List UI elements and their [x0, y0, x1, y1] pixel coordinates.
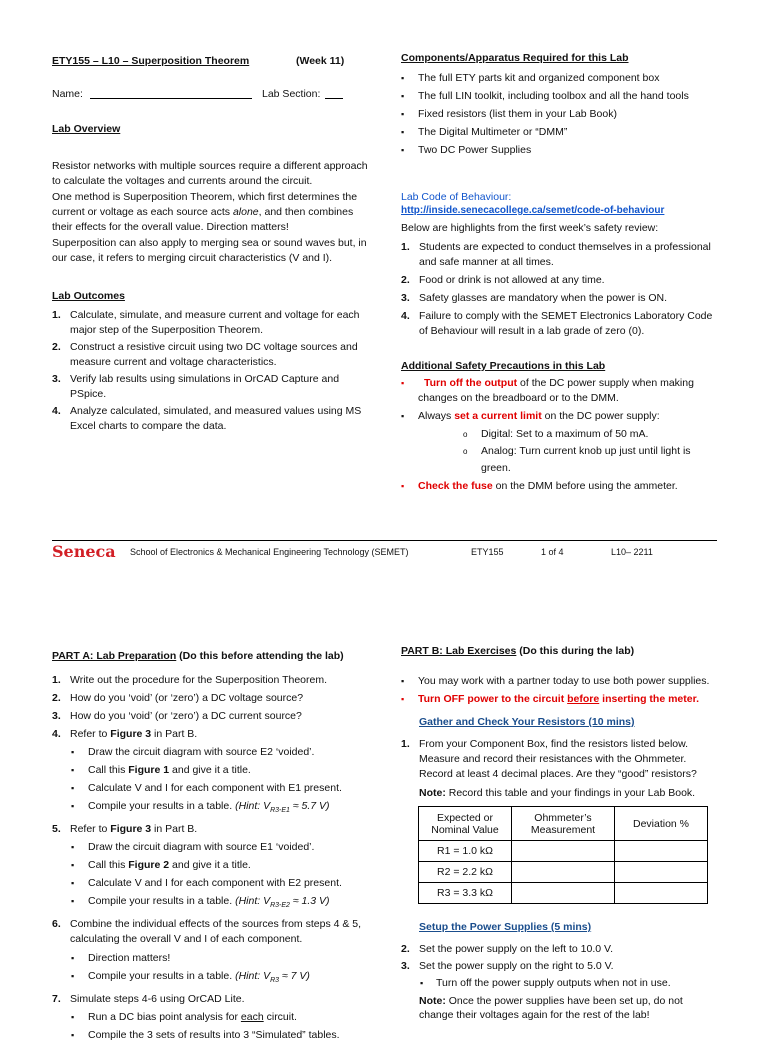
- list-item: ▪ Compile your results in a table. (Hint: $V_{R3-E2} \approx 1.3$ V): [71, 895, 330, 910]
- deviation-cell[interactable]: [615, 883, 708, 904]
- list-item: 4. Failure to comply with the SEMET Electronics Laboratory Code of Behaviour will result in a lab grade of zero (0).: [401, 310, 713, 337]
- gather-note: Note: Record this table and your findings in your Lab Book.: [419, 787, 696, 799]
- components-heading: Components/Apparatus Required for this Lab: [401, 52, 629, 64]
- list-item: 4. Refer to Figure 3 in Part B.: [52, 728, 198, 740]
- list-item: 1. Write out the procedure for the Superposition Theorem.: [52, 674, 328, 686]
- table-row: R3 = 3.3 kΩ: [419, 883, 708, 904]
- partA-heading: PART A: Lab Preparation (Do this before attending the lab): [52, 650, 344, 662]
- lab-week: (Week 11): [296, 55, 345, 67]
- list-item: 3. Safety glasses are mandatory when the power is ON.: [401, 292, 668, 304]
- code-intro: Below are highlights from the first week’s safety review:: [401, 222, 659, 234]
- list-item: ▪ The Digital Multimeter or “DMM”: [401, 126, 568, 138]
- deviation-cell[interactable]: [615, 862, 708, 883]
- overview-para-2: One method is Superposition Theorem, which first determines the current or voltage as each source acts alone, and then combines their effects for the overall value. Direction matters!: [52, 191, 358, 233]
- table-header: Deviation %: [615, 807, 708, 841]
- list-item: ▪ Run a DC bias point analysis for each circuit.: [71, 1011, 297, 1024]
- partB-bullets: [401, 672, 721, 708]
- list-item: ▪ Draw the circuit diagram with source E1 ‘voided’.: [71, 841, 315, 854]
- list-item: 3. Verify lab results using simulations in OrCAD Capture and PSpice.: [52, 373, 340, 400]
- footer-code: L10– 2211: [611, 547, 653, 557]
- footer-course: ETY155: [471, 547, 504, 557]
- table-header: Expected or Nominal Value: [419, 807, 512, 841]
- list-item: ▪ Call this Figure 2 and give it a title.: [71, 859, 251, 872]
- list-item: ▪ Compile your results in a table. (Hint: $V_{R3} \approx 7$ V): [71, 970, 310, 985]
- list-item: ▪ Call this Figure 1 and give it a title.: [71, 764, 251, 776]
- table-row: R2 = 2.2 kΩ: [419, 862, 708, 883]
- section-field-line[interactable]: [325, 98, 343, 99]
- lab-title: [52, 55, 249, 67]
- list-item: ▪ Check the fuse on the DMM before using the ammeter.: [401, 480, 678, 492]
- overview-para-3: Superposition can also apply to merging sea or sound waves but, in our case, it refers to merging circuit characteristics (V and I).: [52, 237, 367, 264]
- list-item: 4. Analyze calculated, simulated, and measured values using MS Excel charts to compare the data.: [52, 405, 362, 432]
- seneca-logo: Seneca: [52, 542, 116, 561]
- name-label: Name:: [52, 88, 83, 100]
- list-item: 2. Set the power supply on the left to 10.0 V.: [401, 943, 613, 955]
- list-item: o Analog: Turn current knob up just until light is green.: [463, 445, 691, 474]
- list-item: ▪ Fixed resistors (list them in your Lab Book): [401, 108, 617, 120]
- safety-list: [401, 376, 711, 494]
- list-item: ▪ Turn off the output of the DC power supply when making changes on the breadboard or to the DMM.: [401, 377, 694, 404]
- list-item: ▪ The full ETY parts kit and organized component box: [401, 72, 660, 84]
- list-item: ▪ Calculate V and I for each component with E2 present.: [71, 877, 342, 890]
- list-item: 6. Combine the individual effects of the sources from steps 4 & 5, calculating the overall V and I of each component.: [52, 918, 362, 946]
- list-item: 1. From your Component Box, find the resistors listed below. Measure and record their resistances with the Ohmmeter. Record at least 4 decimal places. Are they “good” resistors?: [401, 738, 697, 780]
- list-item: 3. Set the power supply on the right to 5.0 V.: [401, 960, 614, 972]
- list-item: ▪ The full LIN toolkit, including toolbox and all the hand tools: [401, 90, 689, 102]
- list-item: 7. Simulate steps 4-6 using OrCAD Lite.: [52, 993, 245, 1006]
- list-item: ▪ Calculate V and I for each component with E1 present.: [71, 782, 342, 794]
- list-item: ▪ Turn off the power supply outputs when not in use.: [420, 977, 671, 989]
- list-item: ▪ Compile the 3 sets of results into 3 “Simulated” tables.: [71, 1029, 340, 1042]
- table-row: R1 = 1.0 kΩ: [419, 841, 708, 862]
- footer-page: 1 of 4: [541, 547, 564, 557]
- measurement-cell[interactable]: [512, 883, 615, 904]
- code-of-behaviour-link[interactable]: http://inside.senecacollege.ca/semet/code-of-behaviour: [401, 205, 665, 216]
- list-item: ▪ Compile your results in a table. (Hint: $V_{R3-E1} \approx 5.7$ V): [71, 800, 330, 815]
- code-heading: Lab Code of Behaviour:: [401, 191, 512, 203]
- table-header: Ohmmeter’s Measurement: [512, 807, 615, 841]
- list-item: ▪ Turn OFF power to the circuit before inserting the meter.: [401, 693, 700, 705]
- section-label: Lab Section:: [262, 88, 321, 100]
- list-item: ▪ Direction matters!: [71, 952, 171, 965]
- list-item: 2. Food or drink is not allowed at any time.: [401, 274, 605, 286]
- measurement-cell[interactable]: [512, 862, 615, 883]
- list-item: o Digital: Set to a maximum of 50 mA.: [463, 428, 649, 440]
- name-field-line[interactable]: [90, 98, 252, 99]
- footer-rule: [52, 540, 717, 541]
- list-item: 1. Calculate, simulate, and measure current and voltage for each major step of the Superposition Theorem.: [52, 309, 360, 336]
- overview-para-1: Resistor networks with multiple sources require a different approach to calculate the voltages and currents around the circuit.: [52, 160, 368, 187]
- list-item: 3. How do you ‘void’ (or ‘zero’) a DC current source?: [52, 710, 302, 722]
- components-list: [401, 69, 731, 159]
- list-item: ▪ Always set a current limit on the DC power supply:: [401, 410, 660, 422]
- list-item: 2. How do you ‘void’ (or ‘zero’) a DC voltage source?: [52, 692, 304, 704]
- partB-heading: PART B: Lab Exercises (Do this during the lab): [401, 645, 635, 657]
- setup-heading: Setup the Power Supplies (5 mins): [419, 921, 592, 933]
- resistor-table: [418, 806, 708, 904]
- safety-heading: Additional Safety Precautions in this Lab: [401, 360, 606, 372]
- list-item: 1. Students are expected to conduct themselves in a professional and safe manner at all times.: [401, 241, 711, 268]
- outcomes-list: [52, 308, 374, 434]
- setup-note: Note: Once the power supplies have been set up, do not change their voltages again for the rest of the lab!: [419, 995, 683, 1021]
- code-list: [401, 240, 721, 339]
- gather-heading: Gather and Check Your Resistors (10 mins): [419, 716, 635, 728]
- deviation-cell[interactable]: [615, 841, 708, 862]
- list-item: 2. Construct a resistive circuit using two DC voltage sources and measure current and voltage characteristics.: [52, 341, 358, 368]
- list-item: ▪ Draw the circuit diagram with source E2 ‘voided’.: [71, 746, 315, 758]
- overview-heading: Lab Overview: [52, 123, 121, 135]
- footer-school: School of Electronics & Mechanical Engineering Technology (SEMET): [130, 547, 409, 557]
- list-item: 5. Refer to Figure 3 in Part B.: [52, 823, 198, 836]
- measurement-cell[interactable]: [512, 841, 615, 862]
- outcomes-heading: Lab Outcomes: [52, 290, 125, 302]
- gather-step: [401, 737, 711, 801]
- partA-list: [52, 671, 372, 1044]
- setup-steps: [401, 941, 711, 1022]
- lab-title-course: ETY155 – L10 – Superposition Theorem: [52, 55, 250, 67]
- list-item: ▪ Two DC Power Supplies: [401, 144, 532, 156]
- list-item: ▪ You may work with a partner today to use both power supplies.: [401, 675, 710, 687]
- overview-text: [52, 159, 372, 266]
